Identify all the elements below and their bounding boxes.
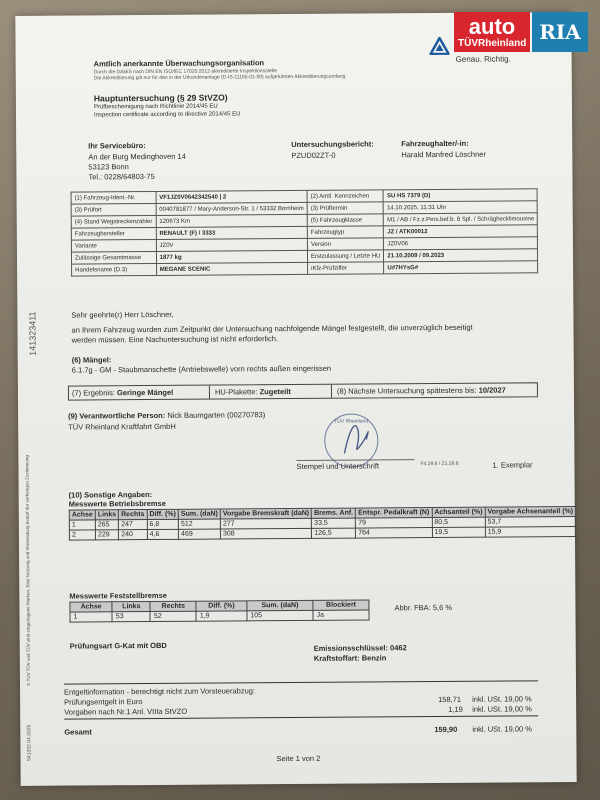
page-number: Seite 1 von 2 (276, 753, 321, 764)
field-value: 14.10.2025, 11:31 Uhr (384, 201, 538, 214)
table-cell: 1 (69, 520, 95, 530)
table-cell: 15,9 (485, 527, 576, 538)
table-cell: 240 (119, 530, 147, 540)
table-cell: 53,7 (485, 517, 576, 528)
table-cell: 265 (95, 520, 118, 530)
table-cell: 764 (356, 528, 432, 539)
official-stamp: TÜV Rheinland (324, 413, 378, 467)
service-address-line: Tel.: 0228/64803-75 (88, 171, 155, 182)
field-label: Zulässige Gesamtmasse (71, 251, 156, 264)
field-label: (2) Amtl. Kennzeichen (307, 190, 383, 203)
total-label: Gesamt (64, 727, 92, 737)
table-cell: 308 (220, 528, 311, 539)
form-number: F4.29.8 / Z1.29.8 (420, 460, 459, 468)
table-cell: Ja (313, 610, 369, 620)
column-header: Rechts (119, 510, 147, 520)
fee-tax: inkl. USt. 19,00 % (472, 694, 532, 704)
brand-slogan: Genau. Richtig. (455, 54, 511, 64)
field-label: (1) Fahrzeug-Ident.-Nr. (71, 191, 156, 204)
org-title: Amtlich anerkannte Überwachungsorganisation (93, 58, 265, 69)
obd-label: Prüfungsart G-Kat mit OBD (69, 640, 167, 651)
table-cell: 80,5 (432, 517, 485, 527)
table-cell: 33,5 (312, 518, 356, 528)
defect-item: 6.1.7g - GM - Staubmanschette (Antriebswelle) vorn rechts außen eingerissen (71, 363, 332, 375)
report-number: PZUD02ZT-0 (291, 150, 336, 161)
table-row (69, 527, 575, 541)
field-label: iKfz-Prüfziffer (308, 262, 384, 275)
defects-label: (6) Mängel: (71, 355, 112, 365)
tuv-triangle-logo-icon (429, 37, 449, 60)
side-form-code: 541332 04.2025 (26, 724, 33, 761)
table-cell: 105 (247, 610, 313, 620)
field-value: JZ / ATK00012 (384, 225, 538, 238)
column-header: Brems. Anf. (312, 508, 356, 518)
copy-label: 1. Exemplar (492, 460, 533, 470)
parking-brake-table (69, 599, 369, 622)
column-header: Diff. (%) (196, 601, 247, 611)
parking-brake-title: Messwerte Feststellbremse (69, 590, 167, 601)
table-cell: 19,5 (432, 527, 485, 537)
service-brake-table (69, 506, 577, 541)
letter-text-1: an Ihrem Fahrzeug wurden zum Zeitpunkt der Untersuchung nachfolgende Mängel festgestellt, die unverzüglich beseitigt (71, 322, 473, 335)
fba-value: Abbr. FBA: 5,6 % (394, 602, 453, 613)
field-label: (4) Stand Wegstreckenzähler (71, 215, 156, 228)
column-header: Sum. (daN) (178, 509, 220, 519)
table-cell: 229 (95, 530, 118, 540)
fee-amount: 158,71 (438, 694, 462, 705)
signature (336, 415, 376, 464)
column-header: Achse (69, 510, 95, 520)
service-address-line: An der Burg Medinghoven 14 (88, 151, 186, 162)
autoria-watermark (454, 12, 588, 54)
field-label: Variante (71, 239, 156, 252)
fee-tax: inkl. USt. 19,00 % (472, 704, 532, 714)
other-info-label: (10) Sonstige Angaben: (68, 490, 153, 500)
table-cell: 2 (69, 530, 95, 540)
column-header: Sum. (daN) (247, 600, 313, 610)
side-trademark-text: © TÜV TÜV und TÜV sind eingetragene Marken. Eine Nutzung und Verwendung bedarf der vorherigen Zustimmung (24, 455, 31, 686)
stamp-caption: Stempel und Unterschrift (296, 461, 380, 471)
column-header: Vorgabe Achsenanteil (%) (485, 507, 576, 518)
table-cell: 53 (112, 612, 150, 622)
table-cell: 247 (119, 520, 147, 530)
plakette-field: HU-Plakette: Zugeteilt (214, 387, 291, 397)
table-cell: 79 (356, 518, 432, 529)
table-cell: 126,5 (312, 528, 356, 538)
field-value: JZ0V06 (384, 237, 538, 250)
column-header: Blockiert (313, 600, 369, 610)
field-label: Fahrzeugtyp (307, 226, 383, 239)
field-value: VF1JZ0V0642342540 | 2 (156, 190, 308, 203)
divider (331, 385, 332, 398)
watermark-tuv: TÜVRheinland (458, 38, 527, 49)
table-cell: 52 (150, 611, 196, 621)
total-amount: 159,90 (434, 724, 458, 735)
owner-label: Fahrzeughalter/-in: (401, 138, 469, 149)
fee-label: Prüfungsentgelt in Euro (64, 697, 143, 707)
field-value: 120673 Km (156, 214, 308, 227)
inspection-document (15, 12, 576, 786)
vehicle-data-table (71, 188, 539, 276)
column-header: Achsanteil (%) (432, 507, 485, 517)
service-address-line: 53123 Bonn (88, 162, 129, 172)
owner-name: Harald Manfred Löschner (401, 149, 486, 160)
field-value: RENAULT (F) / 3333 (156, 226, 308, 239)
column-header: Links (95, 510, 118, 520)
column-header: Diff. (%) (147, 509, 179, 519)
result-row (68, 382, 538, 400)
total-tax: inkl. USt. 19,00 % (472, 724, 532, 734)
accreditation-line-1: Durch die DAkkS nach DIN EN ISO/IEC 17020:2012 akkreditierte Inspektionsstelle (93, 68, 277, 76)
fuel-type: Kraftstoffart: Benzin (313, 653, 387, 663)
field-value: 0040781877 / Mary-Anderson-Str. 1 / 53332 Bornheim (156, 202, 308, 215)
column-header: Links (112, 602, 150, 612)
watermark-ria: RIA (532, 12, 588, 52)
emission-key: Emissionsschlüssel: 0462 (313, 643, 407, 653)
field-label: Fahrzeughersteller (71, 227, 156, 240)
company-name: TÜV Rheinland Kraftfahrt GmbH (68, 421, 176, 432)
field-value: 21.10.2009 / 09.2023 (384, 249, 538, 262)
fee-header: Entgeltinformation - berechtigt nicht zum Vorsteuerabzug: (64, 686, 256, 697)
field-value: U#7HYsG# (384, 261, 538, 274)
field-label: Erstzulassung / Letzte HU (307, 250, 383, 263)
field-value: SU HS 7379 (D) (383, 189, 537, 202)
field-label: Handelsname (D.3) (72, 263, 157, 276)
field-value: M1 / AB / Fz.z.Pers.bef.b. 8 Spl. / Schräghecklimousine (384, 213, 538, 226)
column-header: Rechts (150, 601, 196, 611)
table-cell: 1 (70, 612, 112, 622)
column-header: Vorgabe Bremskraft (daN) (220, 508, 311, 519)
greeting: Sehr geehrte(r) Herr Löschner, (71, 309, 174, 320)
fee-amount: 1,19 (448, 704, 463, 714)
service-brake-title: Messwerte Betriebsbremse (68, 498, 166, 509)
field-label: (5) Fahrzeugklasse (307, 214, 383, 227)
field-value: JZ0V (156, 238, 308, 251)
responsible-person: (9) Verantwortliche Person: Nick Baumgarten (00270783) (68, 410, 266, 421)
next-inspection-field: (8) Nächste Untersuchung spätestens bis: 10/2027 (336, 385, 506, 396)
result-field: (7) Ergebnis: Geringe Mängel (71, 387, 174, 398)
side-number: 141323411 (27, 311, 38, 356)
table-row (70, 610, 369, 622)
divider (64, 680, 538, 684)
accreditation-line-2: Die Akkreditierung gilt nur für den in der Urkundenanlage (D-IS-11165-01-00) aufgeführten Akkreditierungsumfang (93, 73, 346, 82)
field-label: (3) Prüftermin (307, 202, 383, 215)
table-cell: 1,9 (196, 611, 247, 621)
table-cell: 512 (178, 519, 220, 529)
table-cell: 6,8 (147, 519, 179, 529)
column-header: Achse (70, 602, 112, 612)
letter-text-2: werden müssen. Eine Nachuntersuchung ist nicht erforderlich. (71, 334, 278, 345)
field-label: Version (307, 238, 383, 251)
page-title: Hauptuntersuchung (§ 29 StVZO) (93, 92, 228, 104)
subtitle-en: Inspection certificate according to directive 2014/45 EU (93, 111, 241, 119)
table-cell: 277 (220, 518, 311, 529)
subtitle-de: Prüfbescheinigung nach Richtlinie 2014/45 EU (93, 103, 218, 111)
table-cell: 4,6 (147, 529, 179, 539)
table-cell: 469 (179, 529, 221, 539)
fee-label: Vorgaben nach Nr.1 Anl. VIIIa StVZO (64, 706, 188, 717)
report-label: Untersuchungsbericht: (291, 139, 374, 150)
field-value: 1877 kg (156, 250, 308, 263)
field-label: (3) Prüfort (71, 203, 156, 216)
service-office-label: Ihr Servicebüro: (88, 141, 146, 151)
field-value: MEGANE SCENIC (156, 262, 308, 275)
watermark-auto: auto (454, 12, 530, 52)
table-row (72, 261, 539, 276)
divider (209, 386, 210, 399)
column-header: Entspr. Pedalkraft (N) (356, 508, 432, 519)
